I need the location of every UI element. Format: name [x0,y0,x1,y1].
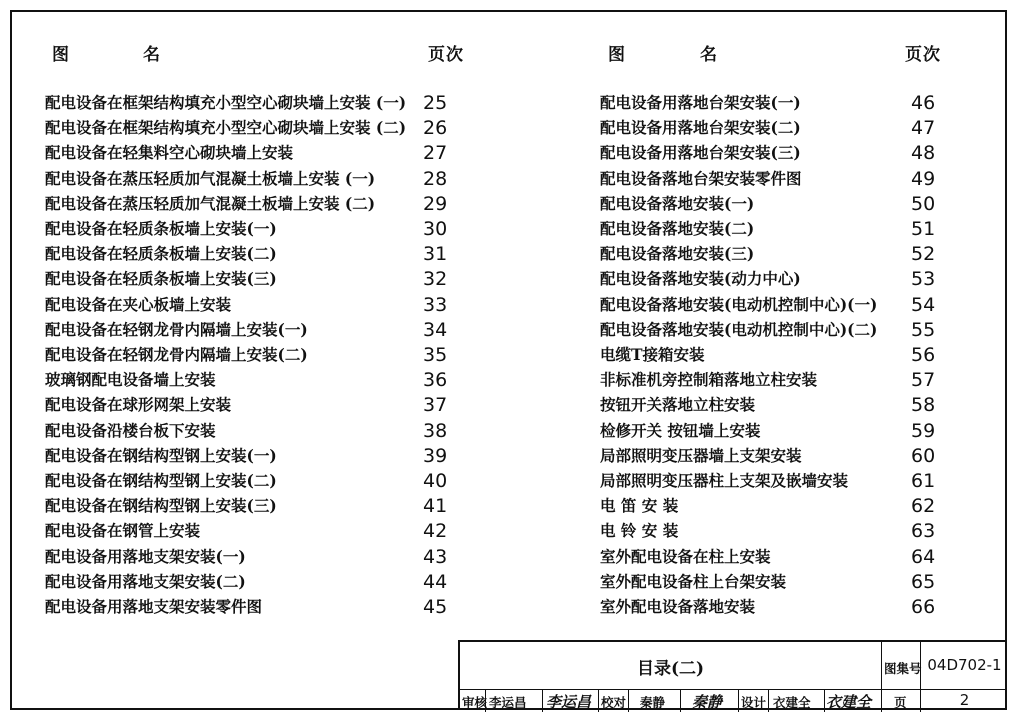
contents-row [45,495,463,520]
entry-title: 配电设备在钢结构型钢上安装(三) [45,496,277,516]
contents-row [600,294,951,319]
entry-title: 室外配电设备在柱上安装 [600,546,771,566]
contents-row [600,319,951,344]
contents-row [45,344,463,369]
entry-title: 配电设备落地台架安装零件图 [600,168,802,188]
contents-row [600,268,951,293]
entry-title: 局部照明变压器墙上支架安装 [600,445,802,465]
contents-row [45,142,463,167]
contents-row [600,445,951,470]
atlas-no-label: 图集号 [884,661,922,676]
entry-title: 配电设备在钢结构型钢上安装(一) [45,445,277,465]
entry-page-number: 59 [911,419,936,442]
designer-name: 衣建全 [773,695,811,710]
entry-page-number: 29 [423,192,448,215]
contents-row [600,420,951,445]
entry-page-number: 65 [911,570,936,593]
entry-page-number: 61 [911,470,936,492]
entry-page-number: 25 [423,92,448,114]
entry-page-number: 33 [423,293,448,316]
contents-row [600,243,951,268]
contents-row [600,168,951,193]
entry-page-number: 58 [911,394,936,417]
entry-page-number: 36 [423,369,448,392]
entry-page-number: 30 [423,218,448,240]
entry-page-number: 37 [423,394,448,417]
contents-row [600,344,951,369]
entry-title: 配电设备用落地支架安装零件图 [45,597,263,616]
left-header-ming: 名 [143,45,161,65]
entry-title: 配电设备用落地支架安装(二) [45,571,246,591]
entry-title: 配电设备在轻集料空心砌块墙上安装 [45,143,294,163]
entry-title: 配电设备在轻质条板墙上安装(二) [45,244,277,264]
entry-title: 配电设备用落地支架安装(一) [45,546,246,566]
entry-title: 配电设备沿楼台板下安装 [45,420,216,440]
entry-title: 配电设备落地安装(一) [600,193,755,213]
entry-title: 局部照明变压器柱上支架及嵌墙安装 [600,471,849,490]
contents-row [600,571,951,596]
right-header-page: 页次 [905,45,941,65]
designer-signature: 衣建全 [826,693,872,711]
contents-row [45,319,463,344]
entry-page-number: 41 [423,495,448,518]
entry-page-number: 32 [423,268,448,291]
entry-page-number: 46 [911,92,936,114]
page-label: 页 [894,695,907,710]
entry-page-number: 64 [911,545,936,568]
entry-title: 室外配电设备柱上台架安装 [600,571,787,591]
entry-title: 非标准机旁控制箱落地立柱安装 [600,370,818,390]
entry-title: 配电设备在夹心板墙上安装 [45,294,232,314]
entry-title: 配电设备在框架结构填充小型空心砌块墙上安装 (一) [45,93,407,112]
entry-page-number: 63 [911,520,936,543]
reviewer-name: 李运昌 [489,695,527,710]
entry-title: 配电设备落地安装(电动机控制中心)(二) [600,319,878,339]
entry-title: 配电设备落地安装(二) [600,219,755,238]
contents-row [600,546,951,571]
entry-title: 配电设备在轻质条板墙上安装(一) [45,219,277,238]
contents-row [45,470,463,495]
entry-page-number: 28 [423,167,448,190]
entry-title: 配电设备在轻钢龙骨内隔墙上安装(一) [45,319,308,339]
entry-title: 配电设备落地安装(三) [600,244,755,264]
entry-page-number: 35 [423,344,448,366]
entry-page-number: 44 [423,570,448,593]
entry-page-number: 27 [423,142,448,165]
entry-page-number: 55 [911,318,936,341]
entry-title: 配电设备在蒸压轻质加气混凝土板墙上安装 (一) [45,168,376,188]
entry-title: 按钮开关落地立柱安装 [600,395,756,415]
entry-page-number: 57 [911,369,936,392]
entry-page-number: 48 [911,142,936,165]
contents-row [45,520,463,545]
reviewer-label: 审核 [462,695,488,710]
checker-signature: 秦静 [692,693,723,711]
entry-page-number: 54 [911,293,936,316]
contents-row [45,193,463,218]
contents-row [45,243,463,268]
contents-row [600,142,951,167]
contents-row [45,445,463,470]
designer-label: 设计 [741,695,767,710]
contents-row [45,168,463,193]
entry-page-number: 51 [911,218,936,240]
contents-row [600,470,951,495]
entry-title: 电缆T接箱安装 [600,345,705,364]
entry-page-number: 53 [911,268,936,291]
entry-title: 配电设备在轻质条板墙上安装(三) [45,269,277,289]
drawing-title: 目录(二) [636,659,705,679]
entry-page-number: 49 [911,167,936,190]
atlas-no: 04D702-1 [927,656,1002,674]
entry-page-number: 31 [423,243,448,266]
entry-page-number: 50 [911,192,936,215]
contents-row [45,218,463,243]
right-header-tu: 图 [608,45,626,65]
entry-title: 室外配电设备落地安装 [600,597,756,616]
entry-title: 配电设备用落地台架安装(三) [600,143,801,163]
entry-title: 检修开关 按钮墙上安装 [600,420,761,440]
entry-page-number: 60 [911,444,936,467]
contents-row [45,420,463,445]
entry-page-number: 45 [423,596,448,618]
entry-title: 配电设备落地安装(电动机控制中心)(一) [600,294,878,314]
contents-row [45,596,463,621]
contents-row [45,546,463,571]
left-header-page: 页次 [428,45,464,65]
contents-row [45,571,463,596]
entry-title: 配电设备用落地台架安装(二) [600,118,801,138]
title-block [458,640,1007,710]
contents-row [600,218,951,243]
entry-page-number: 66 [911,596,936,618]
entry-page-number: 56 [911,344,936,366]
left-header-tu: 图 [52,45,70,65]
entry-page-number: 62 [911,495,936,518]
entry-page-number: 39 [423,444,448,467]
entry-title: 配电设备在框架结构填充小型空心砌块墙上安装 (二) [45,118,407,138]
contents-row [600,369,951,394]
entry-page-number: 34 [423,318,448,341]
checker-label: 校对 [601,695,627,710]
entry-title: 玻璃钢配电设备墙上安装 [45,370,216,390]
entry-title: 电 笛 安 装 [600,496,679,516]
contents-row [600,193,951,218]
contents-row [45,117,463,142]
page-number: 2 [959,691,970,709]
entry-title: 配电设备在钢结构型钢上安装(二) [45,471,277,490]
contents-row [600,495,951,520]
entry-title: 配电设备在轻钢龙骨内隔墙上安装(二) [45,345,308,364]
entry-page-number: 38 [423,419,448,442]
contents-row [45,294,463,319]
contents-row [45,92,463,117]
contents-row [45,369,463,394]
entry-page-number: 42 [423,520,448,543]
contents-row [45,394,463,419]
contents-row [600,92,951,117]
contents-row [600,596,951,621]
entry-page-number: 26 [423,117,448,140]
contents-row [600,117,951,142]
entry-page-number: 47 [911,117,936,140]
entry-page-number: 43 [423,545,448,568]
reviewer-signature: 李运昌 [546,693,592,711]
checker-name: 秦静 [640,695,666,710]
entry-title: 配电设备用落地台架安装(一) [600,93,801,112]
entry-title: 电 铃 安 装 [600,521,679,541]
entry-title: 配电设备在钢管上安装 [45,521,201,541]
entry-title: 配电设备在球形网架上安装 [45,395,232,415]
entry-page-number: 40 [423,470,448,492]
contents-row [600,520,951,545]
entry-title: 配电设备在蒸压轻质加气混凝土板墙上安装 (二) [45,193,376,213]
entry-page-number: 52 [911,243,936,266]
entry-title: 配电设备落地安装(动力中心) [600,269,801,289]
right-header-ming: 名 [700,45,718,65]
contents-row [45,268,463,293]
contents-row [600,394,951,419]
